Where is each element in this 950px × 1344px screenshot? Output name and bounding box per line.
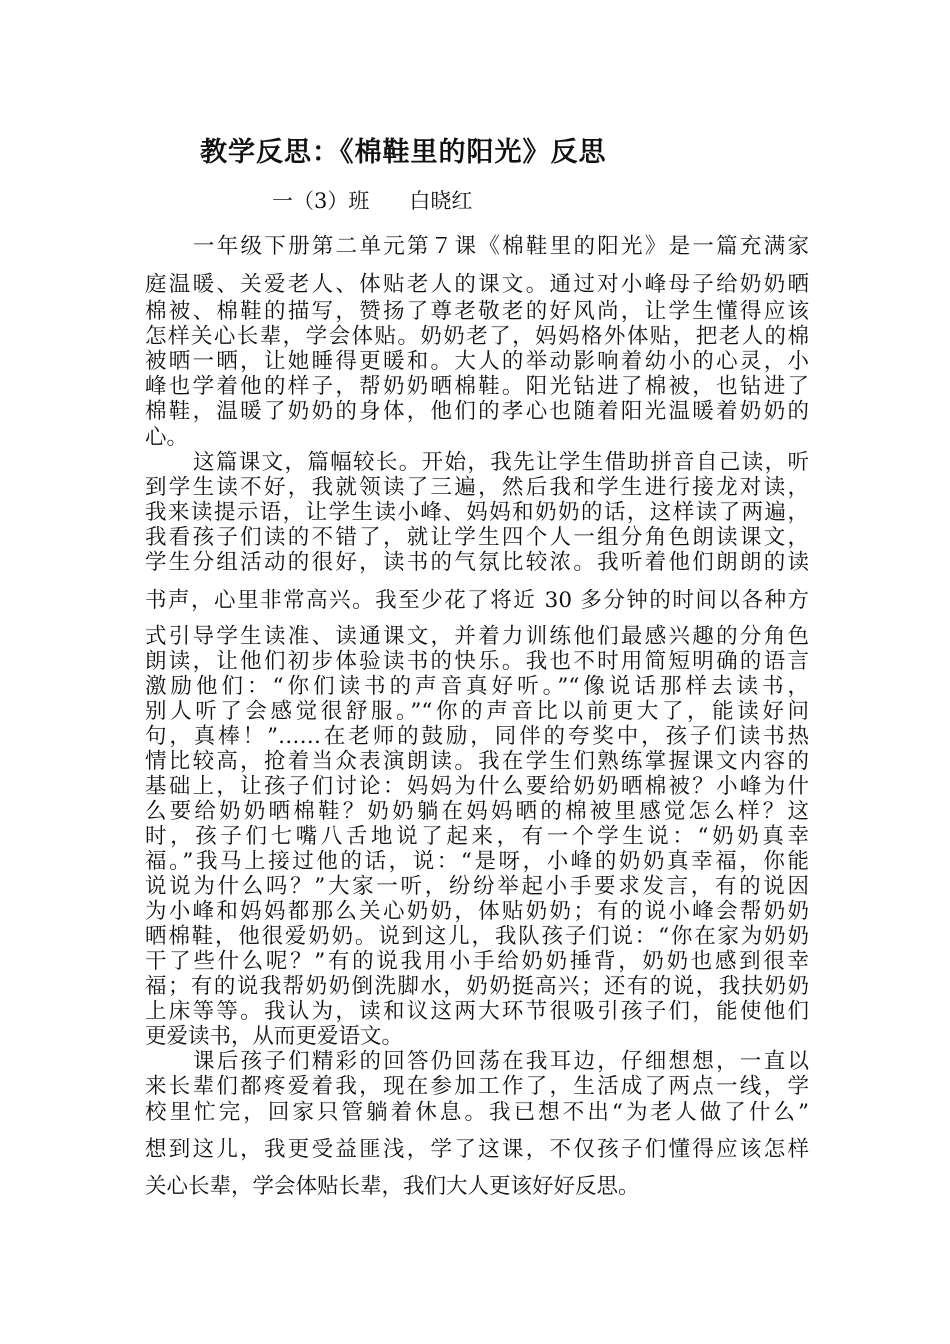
text-line: 棉被、棉鞋的描写，赞扬了尊老敬老的好风尚，让学生懂得应该 — [145, 299, 809, 324]
text-line: 到学生读不好，我就领读了三遍，然后我和学生进行接龙对读， — [145, 475, 809, 500]
text-line: 晒棉鞋，他很爱奶奶。说到这儿，我队孩子们说：“你在家为奶奶 — [145, 924, 809, 949]
text-line: 书声，心里非常高兴。我至少花了将近 30 多分钟的时间以各种方 — [145, 588, 809, 613]
text-line: 说说为什么吗？”大家一听，纷纷举起小手要求发言，有的说因 — [145, 874, 809, 899]
text-line: 关心长辈，学会体贴长辈，我们大人更该好好反思。 — [145, 1174, 640, 1199]
text-line: 被晒一晒，让她睡得更暖和。大人的举动影响着幼小的心灵，小 — [145, 349, 809, 374]
text-line: 想到这儿，我更受益匪浅，学了这课，不仅孩子们懂得应该怎样 — [145, 1137, 809, 1162]
text-line: 一年级下册第二单元第７课《棉鞋里的阳光》是一篇充满家 — [193, 234, 809, 259]
text-line: 福；有的说我帮奶奶倒洗脚水，奶奶挺高兴；还有的说，我扶奶奶 — [145, 974, 809, 999]
text-line: 上床等等。我认为，读和议这两大环节很吸引孩子们，能使他们 — [145, 999, 809, 1024]
text-line: 怎样关心长辈，学会体贴。奶奶老了，妈妈格外体贴，把老人的棉 — [145, 324, 809, 349]
author-byline: 一（3）班 白晓红 — [272, 189, 473, 213]
text-line: 课后孩子们精彩的回答仍回荡在我耳边，仔细想想，一直以 — [193, 1049, 809, 1074]
text-line: 句，真棒！”……在老师的鼓励，同伴的夸奖中，孩子们读书热 — [145, 724, 809, 749]
text-line: 我看孩子们读的不错了，就让学生四个人一组分角色朗读课文， — [145, 525, 809, 550]
text-line: 峰也学着他的样子，帮奶奶晒棉鞋。阳光钻进了棉被，也钻进了 — [145, 374, 809, 399]
text-line: 福。”我马上接过他的话，说：“是呀，小峰的奶奶真幸福，你能 — [145, 849, 809, 874]
text-line: 这篇课文，篇幅较长。开始，我先让学生借助拼音自己读，听 — [193, 450, 809, 475]
text-line: 情比较高，抢着当众表演朗读。我在学生们熟练掌握课文内容的 — [145, 749, 809, 774]
text-line: 么要给奶奶晒棉鞋？奶奶躺在妈妈晒的棉被里感觉怎么样？这 — [145, 799, 809, 824]
text-line: 式引导学生读准、读通课文，并着力训练他们最感兴趣的分角色 — [145, 624, 809, 649]
text-line: 校里忙完，回家只管躺着休息。我已想不出“为老人做了什么” — [145, 1100, 809, 1125]
text-line: 基础上，让孩子们讨论：妈妈为什么要给奶奶晒棉被？小峰为什 — [145, 774, 809, 799]
text-line: 棉鞋，温暖了奶奶的身体，他们的孝心也随着阳光温暖着奶奶的 — [145, 399, 809, 424]
text-line: 朗读，让他们初步体验读书的快乐。我也不时用简短明确的语言 — [145, 649, 809, 674]
text-line: 激励他们：“你们读书的声音真好听。”“像说话那样去读书， — [145, 674, 809, 699]
text-line: 庭温暖、关爱老人、体贴老人的课文。通过对小峰母子给奶奶晒 — [145, 272, 809, 297]
text-line: 来长辈们都疼爱着我，现在参加工作了，生活成了两点一线，学 — [145, 1074, 809, 1099]
text-line: 更爱读书，从而更爱语文。 — [145, 1024, 404, 1049]
text-line: 心。 — [145, 425, 189, 450]
text-line: 别人听了会感觉很舒服。”“你的声音比以前更大了，能读好问 — [145, 699, 809, 724]
text-line: 时，孩子们七嘴八舌地说了起来，有一个学生说：“奶奶真幸 — [145, 824, 809, 849]
text-line: 我来读提示语，让学生读小峰、妈妈和奶奶的话，这样读了两遍， — [145, 500, 809, 525]
text-line: 学生分组活动的很好，读书的气氛比较浓。我听着他们朗朗的读 — [145, 550, 809, 575]
document-title: 教学反思：《棉鞋里的阳光》反思 — [200, 137, 607, 168]
text-line: 为小峰和妈妈都那么关心奶奶，体贴奶奶；有的说小峰会帮奶奶 — [145, 899, 809, 924]
text-line: 干了些什么呢？”有的说我用小手给奶奶捶背，奶奶也感到很幸 — [145, 949, 809, 974]
